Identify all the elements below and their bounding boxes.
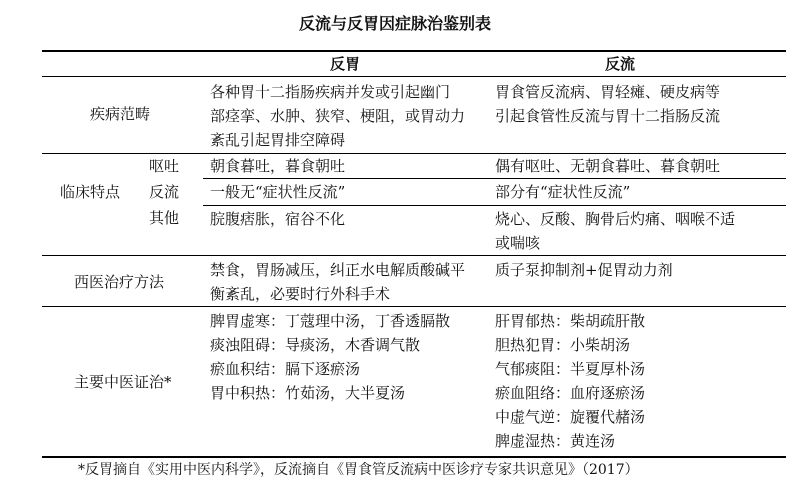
- cell-reflux-fanwei: 一般无“症状性反流”: [210, 183, 346, 201]
- cell-tcm-fanliu: 肝胃郁热：柴胡疏肝散 胆热犯胃：小柴胡汤 气郁痰阻：半夏厚朴汤 瘀血阻络：血府逐瘀汤 中虚气逆：旋覆代赭汤 脾虚湿热：黄连汤: [495, 312, 646, 450]
- row-label-clinical: 临床特点: [60, 183, 121, 201]
- header-rule: [42, 76, 786, 77]
- cell-etiology-fanliu: 胃食管反流病、胃轻瘫、硬皮病等 引起食管性反流与胃十二指肠反流: [495, 83, 721, 125]
- rule-after-vomit: [203, 178, 786, 179]
- rule-after-western: [42, 306, 786, 307]
- sub-label-vomit: 呕吐: [149, 157, 180, 175]
- sub-label-other: 其他: [149, 209, 180, 227]
- footnote: *反胃摘自《实用中医内科学》，反流摘自《胃食管反流病中医诊疗专家共识意见》（2017）: [78, 462, 639, 478]
- cell-etiology-fanwei: 各种胃十二指肠疾病并发或引起幽门 部痉挛、水肿、狭窄、梗阻，或胃动力 紊乱引起胃排空障碍: [210, 83, 466, 149]
- cell-other-fanliu: 烧心、反酸、胸骨后灼痛、咽喉不适 或喘咳: [495, 210, 736, 252]
- row-label-etiology: 疾病范畴: [90, 105, 151, 123]
- rule-after-reflux: [203, 205, 786, 206]
- bottom-rule: [42, 456, 786, 458]
- sub-label-reflux: 反流: [149, 183, 180, 201]
- row-label-western: 西医治疗方法: [74, 273, 165, 291]
- cell-vomit-fanliu: 偶有呕吐、无朝食暮吐、暮食朝吐: [495, 157, 721, 175]
- table-title: 反流与反胃因症脉治鉴别表: [298, 14, 491, 33]
- rule-after-clinical: [42, 255, 786, 256]
- cell-other-fanwei: 脘腹痞胀，宿谷不化: [210, 210, 346, 228]
- cell-vomit-fanwei: 朝食暮吐，暮食朝吐: [210, 157, 346, 175]
- header-fanwei: 反胃: [329, 55, 360, 73]
- cell-tcm-fanwei: 脾胃虚寒：丁蔻理中汤，丁香透膈散 痰浊阻碍：导痰汤，木香调气散 瘀血积结：膈下逐瘀汤 胃中积热：竹茹汤，大半夏汤: [210, 312, 451, 402]
- header-fanliu: 反流: [604, 55, 635, 73]
- cell-western-fanliu: 质子泵抑制剂+促胃动力剂: [495, 261, 673, 279]
- top-rule: [42, 50, 786, 52]
- cell-western-fanwei: 禁食，胃肠减压，纠正水电解质酸碱平 衡紊乱，必要时行外科手术: [210, 261, 466, 303]
- row-label-tcm: 主要中医证治*: [74, 373, 172, 391]
- cell-reflux-fanliu: 部分有“症状性反流”: [495, 183, 631, 201]
